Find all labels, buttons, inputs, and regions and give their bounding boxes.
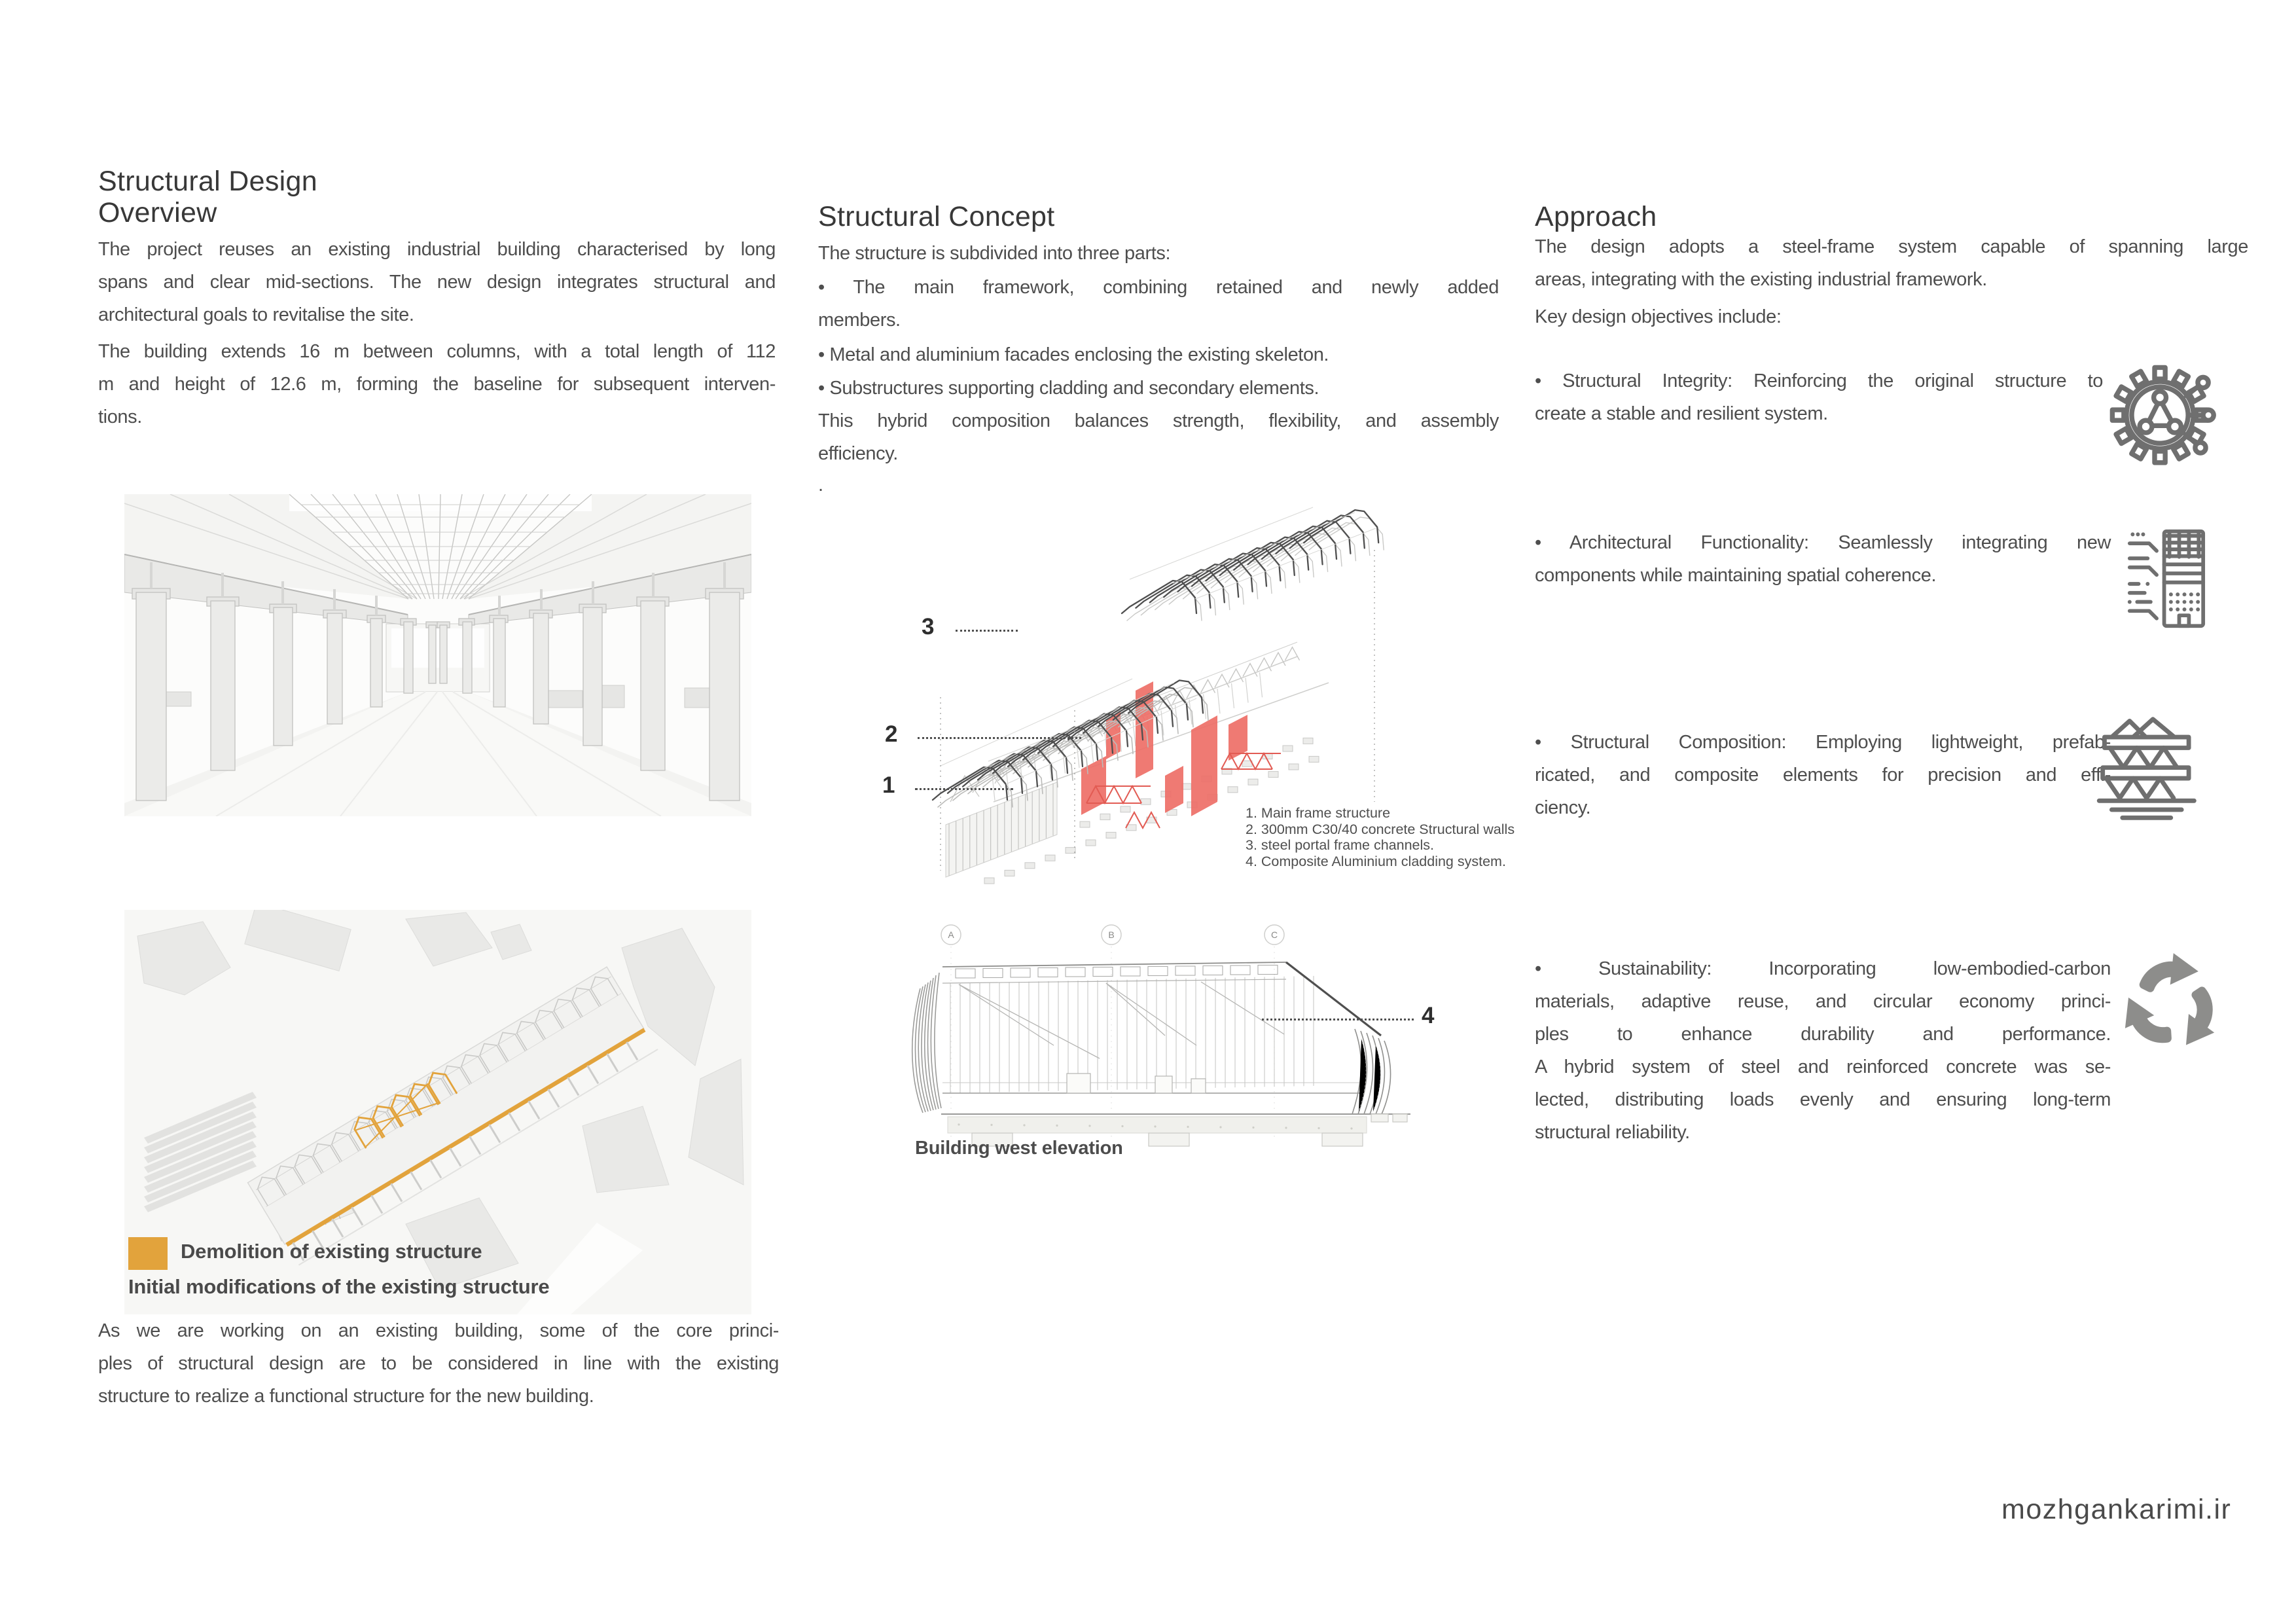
callout-4: 4 [1422, 1003, 1435, 1028]
demolition-legend-label: Demolition of existing structure [181, 1240, 482, 1263]
approach-lead: Key design objectives include: [1535, 306, 1782, 327]
gear-network-icon [2109, 359, 2223, 473]
demolition-swatch [128, 1237, 168, 1270]
site-axonometric-image [124, 910, 751, 1314]
grid-label-b: B [1108, 929, 1115, 940]
interior-render-image [124, 494, 751, 816]
grid-label-c: C [1270, 929, 1278, 940]
approach-bullet-composition: • Structural Composition: Employing lightweight, prefab- ricated, and composite elements for precision and effi- ciency. [1535, 732, 2111, 818]
website-footer: mozhgankarimi.ir [2001, 1494, 2232, 1525]
approach-intro: The design adopts a steel-frame system capable of spanning large areas, integrating with the existing industrial framework. [1535, 236, 2248, 290]
middle-section-title: Structural Concept [818, 201, 1055, 232]
callout-1: 1 [882, 772, 895, 798]
building-plan-icon [2117, 522, 2215, 635]
callout-2: 2 [885, 721, 898, 747]
closing-paragraph: As we are working on an existing building, some of the core princi- ples of structural design are to be considered in line with the existing structure to realize a functional structure for the new building. [98, 1320, 779, 1407]
concept-outro: This hybrid composition balances strength, flexibility, and assembly efficiency. [818, 410, 1499, 464]
concept-bullet-3: • Substructures supporting cladding and secondary elements. [818, 378, 1319, 399]
grid-label-a: A [948, 929, 954, 940]
axonometric-caption: Initial modifications of the existing structure [128, 1275, 550, 1298]
overview-paragraph-2: The building extends 16 m between columns, with a total length of 112 m and height of 12.6 m, forming the baseline for subsequent interven- tions. [98, 341, 776, 427]
recycle-icon [2119, 944, 2227, 1060]
left-section-subtitle: Overview [98, 197, 217, 228]
callout-3-leader [956, 630, 1018, 632]
approach-bullet-functionality: • Architectural Functionality: Seamlessly integrating new components while maintaining spatial coherence. [1535, 532, 2111, 586]
callout-4-leader [1262, 1019, 1414, 1020]
callout-3: 3 [922, 614, 935, 640]
elevation-caption: Building west elevation [915, 1138, 1123, 1159]
approach-bullet-sustainability: • Sustainability: Incorporating low-embodied-carbon materials, adaptive reuse, and circular economy princi- ples to enhance durability and performance. A hybrid system of steel and reinforced concrete was se- lected, distributing loads evenly and ensuring long-term structural reliability. [1535, 958, 2111, 1143]
truss-stack-icon [2093, 710, 2211, 827]
stray-period: . [818, 475, 823, 496]
callout-1-leader [915, 788, 1013, 790]
left-section-title: Structural Design [98, 166, 317, 197]
overview-paragraph-1: The project reuses an existing industrial building characterised by long spans and clear mid-sections. The new design integrates structural and architectural goals to revitalise the site. [98, 239, 776, 325]
callout-2-leader [918, 737, 1081, 739]
right-section-title: Approach [1535, 201, 1657, 232]
diagram-key-list: 1. Main frame structure 2. 300mm C30/40 concrete Structural walls 3. steel portal frame channels. 4. Composite Aluminium cladding system. [1246, 805, 1515, 869]
approach-bullet-integrity: • Structural Integrity: Reinforcing the original structure to create a stable and resilient system. [1535, 370, 2103, 424]
west-elevation-drawing [903, 918, 1453, 1166]
concept-bullet-1: • The main framework, combining retained and newly added members. [818, 277, 1499, 331]
concept-intro: The structure is subdivided into three parts: [818, 243, 1171, 264]
concept-bullet-2: • Metal and aluminium facades enclosing the existing skeleton. [818, 344, 1329, 365]
